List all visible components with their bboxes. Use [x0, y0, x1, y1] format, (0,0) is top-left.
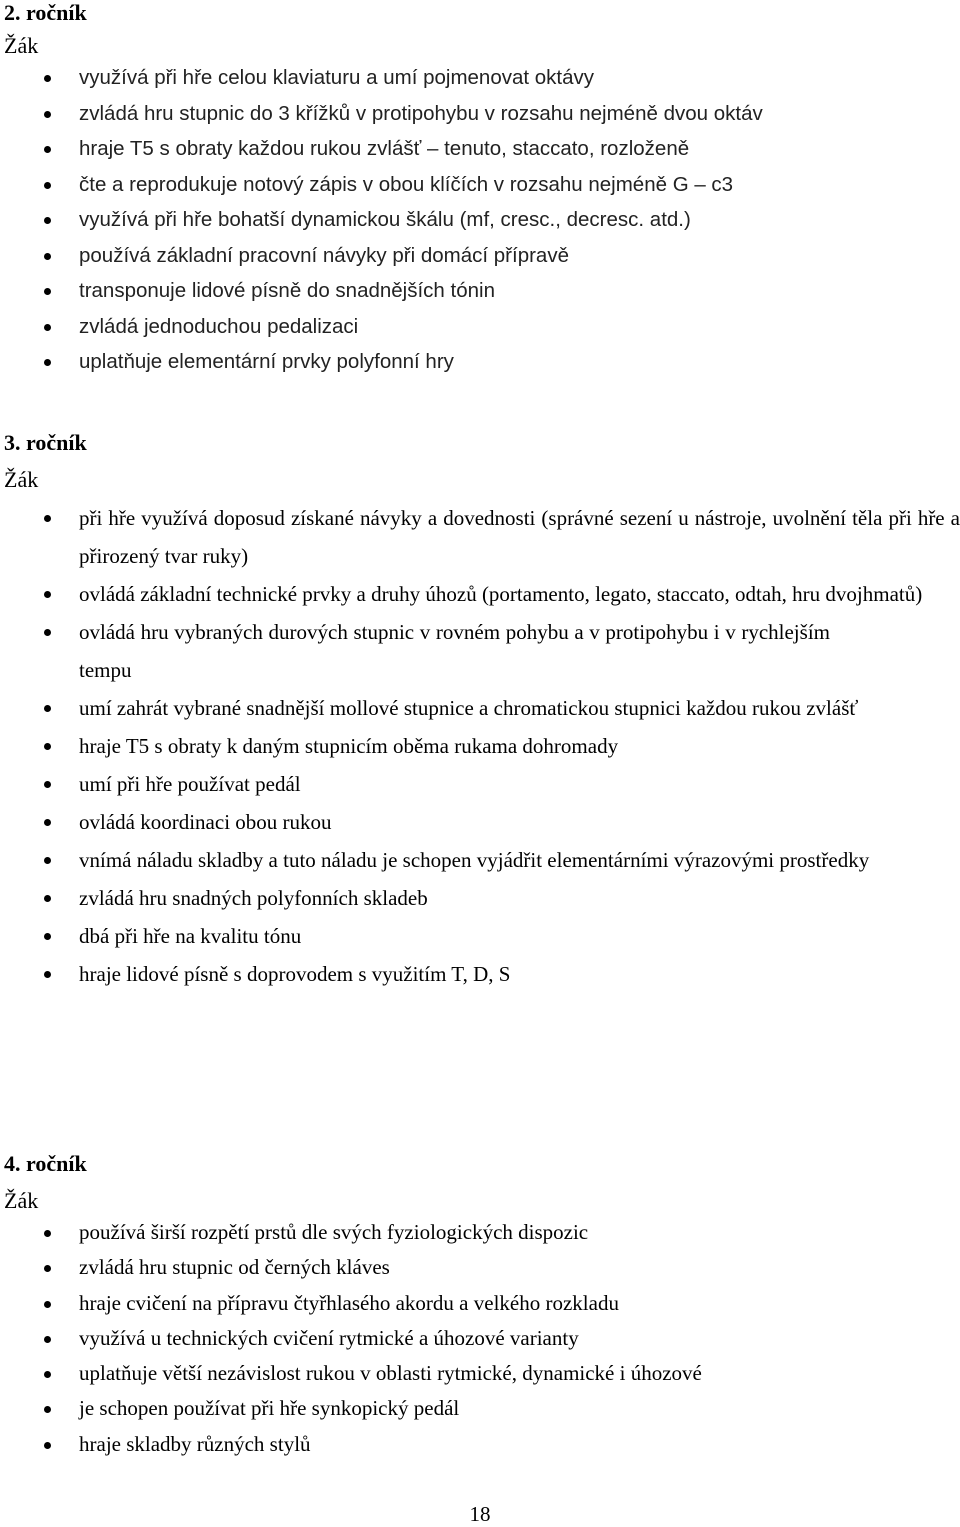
- list-item: používá širší rozpětí prstů dle svých fyziologických dispozic: [0, 1215, 900, 1250]
- list-item: uplatňuje elementární prvky polyfonní hry: [0, 344, 900, 380]
- list-item: používá základní pracovní návyky při domácí přípravě: [0, 238, 900, 274]
- list-item: transponuje lidové písně do snadnějších tónin: [0, 273, 900, 309]
- section-subheading-4: Žák: [4, 1188, 39, 1213]
- list-item: hraje skladby různých stylů: [0, 1427, 900, 1462]
- list-item: využívá u technických cvičení rytmické a úhozové varianty: [0, 1321, 900, 1356]
- section-subheading-3: Žák: [4, 467, 39, 492]
- list-item: dbá při hře na kvalitu tónu: [0, 917, 960, 955]
- list-item: využívá při hře celou klaviaturu a umí pojmenovat oktávy: [0, 60, 900, 96]
- list-item: umí zahrát vybrané snadnější mollové stupnice a chromatickou stupnici každou rukou zvlášť: [0, 689, 960, 727]
- list-item: čte a reprodukuje notový zápis v obou klíčích v rozsahu nejméně G – c3: [0, 167, 900, 203]
- list-item: zvládá hru snadných polyfonních skladeb: [0, 879, 960, 917]
- goal-list-4: [0, 1215, 900, 1462]
- goal-list-3: [0, 499, 960, 993]
- list-item: hraje lidové písně s doprovodem s využitím T, D, S: [0, 955, 960, 993]
- page-number: 18: [469, 1502, 491, 1526]
- goal-list-2: [0, 60, 900, 380]
- list-item: hraje cvičení na přípravu čtyřhlasého akordu a velkého rozkladu: [0, 1286, 900, 1321]
- list-item: využívá při hře bohatší dynamickou škálu (mf, cresc., decresc. atd.): [0, 202, 900, 238]
- section-subheading-2: Žák: [4, 33, 39, 58]
- list-item: vnímá náladu skladby a tuto náladu je schopen vyjádřit elementárními výrazovými prostředky: [0, 841, 960, 879]
- list-item: je schopen používat při hře synkopický pedál: [0, 1391, 900, 1426]
- list-item: ovládá základní technické prvky a druhy úhozů (portamento, legato, staccato, odtah, hru dvojhmatů): [0, 575, 960, 613]
- section-heading-2: 2. ročník: [4, 0, 87, 25]
- list-item: ovládá hru vybraných durových stupnic v rovném pohybu a v protipohybu i v rychlejším tempu: [0, 613, 960, 689]
- list-item: hraje T5 s obraty k daným stupnicím oběma rukama dohromady: [0, 727, 960, 765]
- section-heading-3: 3. ročník: [4, 430, 87, 455]
- list-item: ovládá koordinaci obou rukou: [0, 803, 960, 841]
- list-item: umí při hře používat pedál: [0, 765, 960, 803]
- section-heading-4: 4. ročník: [4, 1151, 87, 1176]
- list-item: při hře využívá doposud získané návyky a dovednosti (správné sezení u nástroje, uvolnění těla při hře a přirozený tvar ruky): [0, 499, 960, 575]
- list-item: zvládá hru stupnic do 3 křížků v protipohybu v rozsahu nejméně dvou oktáv: [0, 96, 900, 132]
- list-item: hraje T5 s obraty každou rukou zvlášť – tenuto, staccato, rozloženě: [0, 131, 900, 167]
- list-item: zvládá hru stupnic od černých kláves: [0, 1250, 900, 1285]
- list-item: zvládá jednoduchou pedalizaci: [0, 309, 900, 345]
- list-item: uplatňuje větší nezávislost rukou v oblasti rytmické, dynamické i úhozové: [0, 1356, 900, 1391]
